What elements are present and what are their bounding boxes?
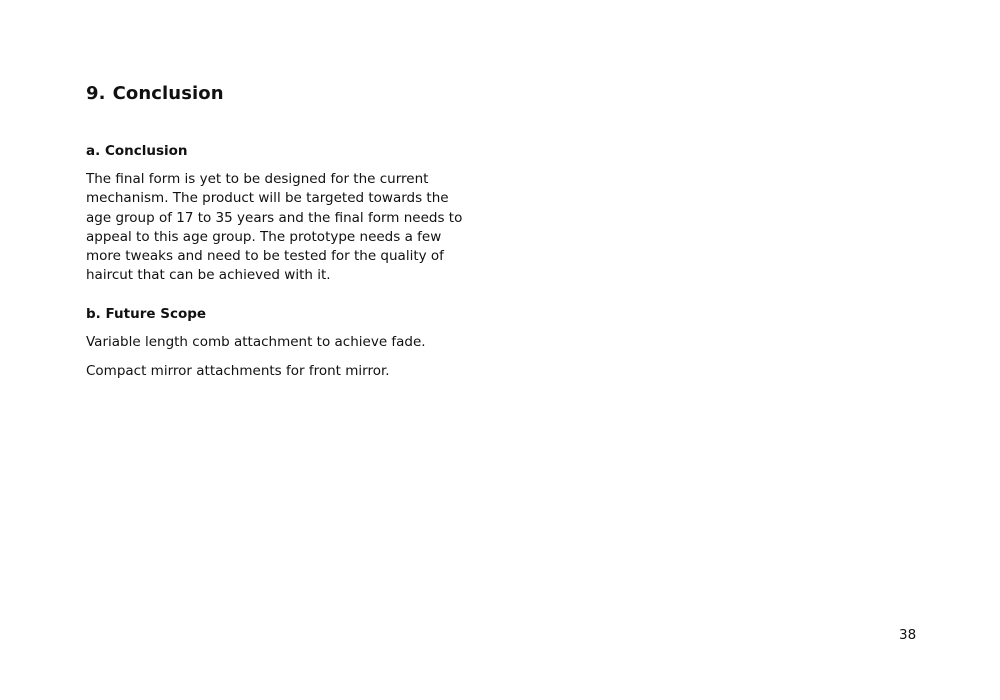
section-title-text: Conclusion	[112, 83, 224, 104]
page-number: 38	[899, 627, 917, 643]
conclusion-paragraph: The final form is yet to be designed for the current mechanism. The product will be targeted towards the age group of 17 to 35 years and the final form needs to appeal to this age group. The prototype needs a few more tweaks and need to be tested for the quality of haircut that can be achieved with it.	[86, 171, 463, 284]
future-scope-item: Compact mirror attachments for front mirror.	[86, 363, 390, 379]
section-title	[86, 83, 224, 104]
subsection-heading-conclusion: a. Conclusion	[86, 143, 188, 159]
future-scope-item: Variable length comb attachment to achieve fade.	[86, 334, 426, 350]
section-number: 9.	[86, 83, 106, 104]
subsection-heading-future-scope: b. Future Scope	[86, 306, 207, 322]
